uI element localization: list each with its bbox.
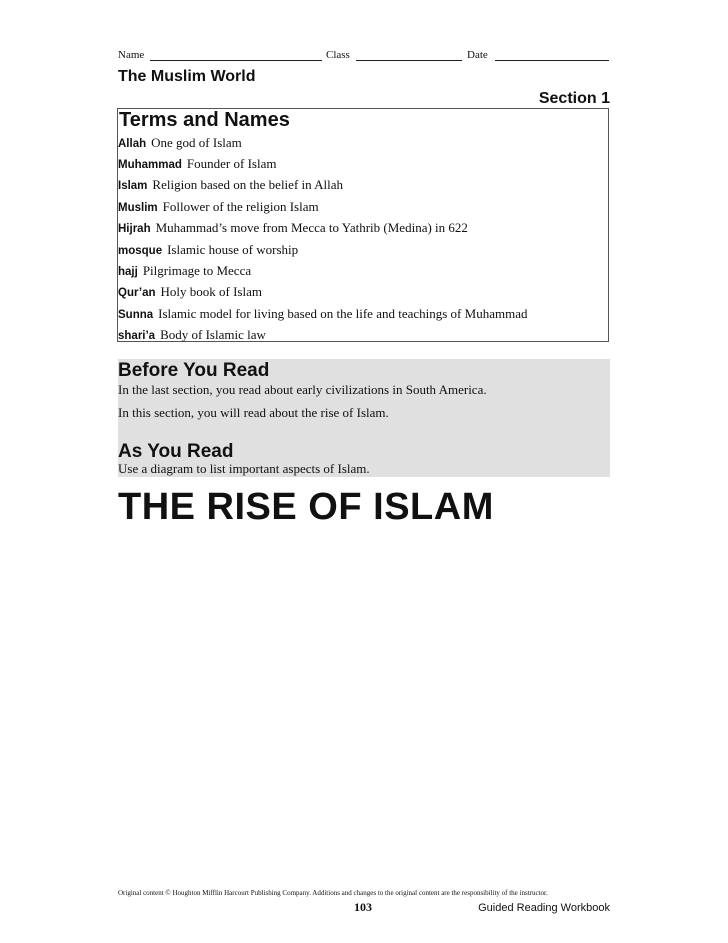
term-row [118,282,262,302]
reading-guide-panel [118,359,610,477]
term-definition: Islamic model for living based on the life and teachings of Muhammad [158,306,528,321]
term-name: Qur’an [118,287,156,299]
term-definition: Founder of Islam [186,156,277,171]
term-definition: Pilgrimage to Mecca [142,263,252,278]
copyright-notice: Original content © Houghton Mifflin Harcourt Publishing Company. Additions and changes to the original content are the responsibility of the instructor. [118,889,548,897]
before-you-read-heading: Before You Read [118,360,270,381]
term-name: shari’a [118,330,156,342]
term-name: Islam [118,180,148,192]
page-number: 103 [354,900,372,914]
term-name: mosque [118,245,163,257]
before-you-read-text: In the last section, you read about early civilizations in South America. [118,382,487,397]
as-you-read-text: Use a diagram to list important aspects of Islam. [118,461,370,476]
name-label: Name [118,49,145,61]
term-name: Muslim [118,202,158,214]
student-info-header [118,48,610,62]
term-row [118,133,242,153]
term-definition: Follower of the religion Islam [162,199,319,214]
section-label: Section 1 [538,90,610,107]
term-row [118,304,527,324]
term-definition: Religion based on the belief in Allah [152,177,344,192]
term-name: Hijrah [118,223,151,235]
before-you-read-text: In this section, you will read about the rise of Islam. [118,405,389,420]
term-row [118,325,266,345]
chapter-title: The Muslim World [118,68,256,85]
workbook-name: Guided Reading Workbook [478,902,610,914]
as-you-read-heading: As You Read [118,441,234,462]
term-row [118,218,468,238]
term-definition: Holy book of Islam [160,284,262,299]
terms-and-names-box [117,108,609,342]
term-definition: Muhammad’s move from Mecca to Yathrib (Medina) in 622 [155,220,468,235]
term-row [118,240,298,260]
term-definition: Islamic house of worship [167,242,299,257]
terms-heading: Terms and Names [119,109,290,131]
date-label: Date [467,49,488,61]
term-row [118,154,276,174]
class-blank [356,60,462,61]
term-definition: Body of Islamic law [160,327,266,342]
date-blank [495,60,609,61]
class-label: Class [326,49,350,61]
term-row [118,261,251,281]
term-name: Muhammad [118,159,182,171]
term-row [118,175,343,195]
worksheet-page [118,0,610,943]
term-definition: One god of Islam [151,135,242,150]
main-title: THE RISE OF ISLAM [118,486,494,528]
term-name: Allah [118,138,147,150]
name-blank [150,60,322,61]
term-row [118,197,319,217]
term-name: Sunna [118,309,154,321]
term-name: hajj [118,266,138,278]
